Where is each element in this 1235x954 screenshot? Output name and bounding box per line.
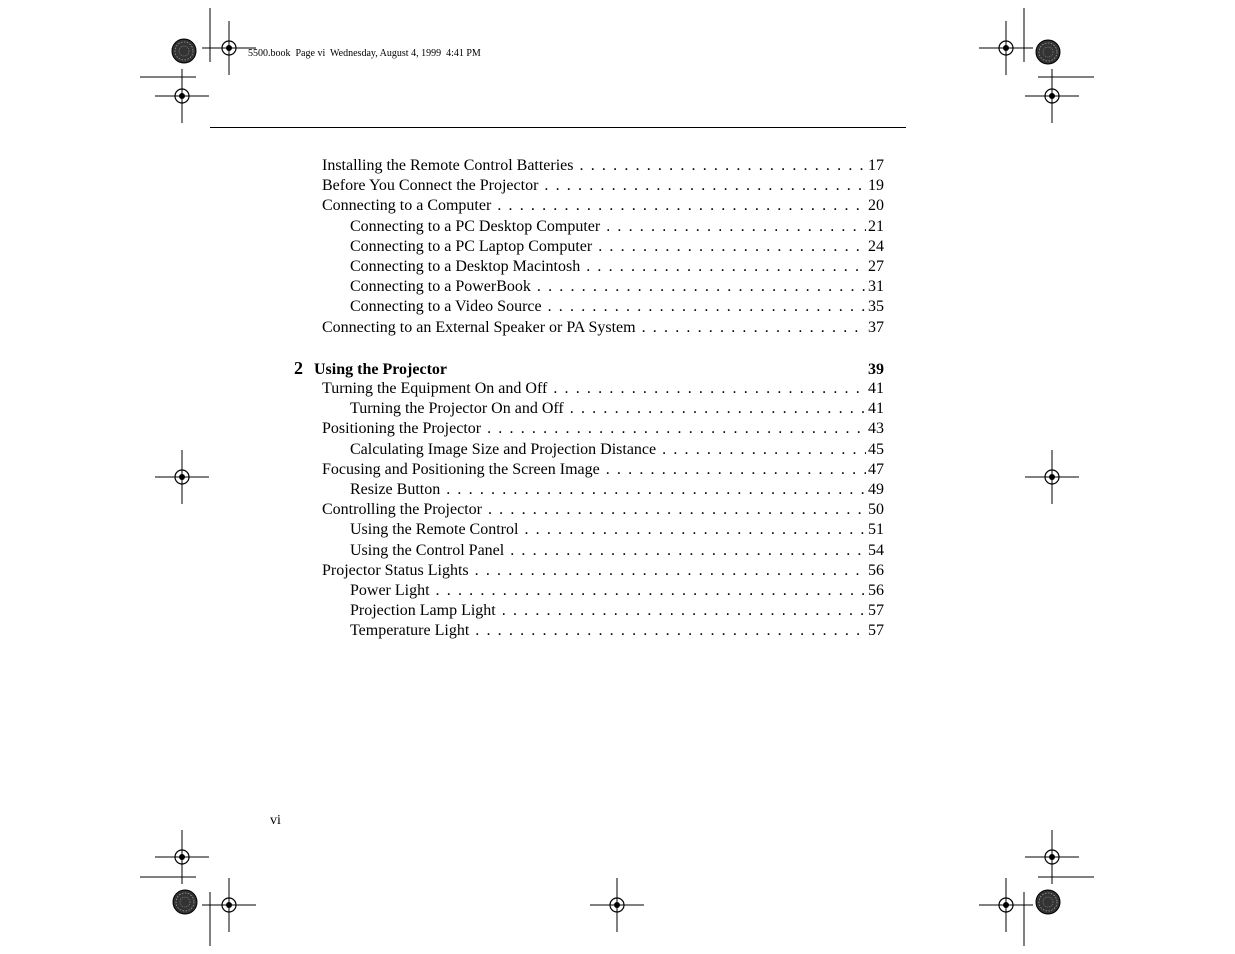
toc-entry-title: Turning the Projector On and Off <box>350 400 564 418</box>
print-slug: 5500.book Page vi Wednesday, August 4, 1999 4:41 PM <box>248 48 481 59</box>
toc-entry[interactable] <box>322 156 884 176</box>
toc-entry-page: 19 <box>868 177 884 195</box>
toc-entry-page: 35 <box>868 298 884 316</box>
toc-entry-title: Calculating Image Size and Projection Distance <box>350 440 657 458</box>
dot-leader <box>446 480 866 500</box>
dot-leader <box>606 217 866 237</box>
toc-entry[interactable] <box>322 318 884 338</box>
dot-leader <box>570 399 866 419</box>
toc-entry-title: Installing the Remote Control Batteries <box>322 157 574 174</box>
toc-entry-page: 24 <box>868 237 884 255</box>
toc-entry-page: 41 <box>868 400 884 418</box>
toc-entry-page: 57 <box>868 622 884 640</box>
dot-leader <box>524 520 866 540</box>
toc-entry-page: 47 <box>868 460 884 478</box>
toc-entry-title: Using the Remote Control <box>350 521 519 539</box>
toc-entry[interactable] <box>350 237 884 257</box>
toc-entry[interactable] <box>350 581 884 601</box>
dot-leader <box>502 601 866 621</box>
page-folio: vi <box>270 813 281 828</box>
toc-entry[interactable] <box>322 379 884 399</box>
dot-leader <box>580 156 866 176</box>
toc-entry-page: 21 <box>868 217 884 235</box>
toc-entry-title: Focusing and Positioning the Screen Image <box>322 460 600 478</box>
dot-leader <box>510 541 866 561</box>
toc-entry[interactable] <box>322 176 884 196</box>
toc-entry[interactable] <box>350 480 884 500</box>
toc-entry[interactable] <box>350 541 884 561</box>
toc-entry[interactable] <box>350 601 884 621</box>
toc-entry-title: Turning the Equipment On and Off <box>322 380 548 397</box>
dot-leader <box>548 297 866 317</box>
toc-entry-title: Projection Lamp Light <box>350 602 496 620</box>
chapter-number: 2 <box>294 358 303 378</box>
toc-entry[interactable] <box>322 419 884 439</box>
toc-entry-page: 51 <box>868 521 884 539</box>
chapter-title: Using the Projector <box>314 361 447 378</box>
chapter-page: 39 <box>868 361 884 378</box>
toc-entry-title: Power Light <box>350 582 430 599</box>
toc-entry-page: 49 <box>868 481 884 498</box>
toc-entry[interactable] <box>322 500 884 520</box>
toc-entry-title: Controlling the Projector <box>322 501 482 519</box>
toc-entry-page: 43 <box>868 420 884 438</box>
toc-entry-page: 31 <box>868 278 884 296</box>
toc-entry[interactable] <box>322 196 884 216</box>
toc-entry[interactable] <box>350 277 884 297</box>
dot-leader <box>606 460 866 480</box>
toc-entry[interactable] <box>350 297 884 317</box>
dot-leader <box>487 419 866 439</box>
toc-entry-page: 17 <box>868 157 884 174</box>
toc-entry-page: 57 <box>868 602 884 620</box>
toc-entry[interactable] <box>350 440 884 460</box>
toc-entry-title: Resize Button <box>350 481 441 498</box>
dot-leader <box>436 581 866 601</box>
toc-entry-title: Connecting to an External Speaker or PA System <box>322 318 636 336</box>
toc-entry[interactable] <box>350 520 884 540</box>
dot-leader <box>475 621 866 641</box>
dot-leader <box>598 237 866 257</box>
toc-entry-page: 56 <box>868 561 884 579</box>
toc-entry-page: 20 <box>868 197 884 215</box>
toc-entry-page: 54 <box>868 541 884 559</box>
dot-leader <box>475 561 866 581</box>
dot-leader <box>642 318 866 338</box>
toc-entry[interactable] <box>350 217 884 237</box>
toc-entry-title: Before You Connect the Projector <box>322 177 539 195</box>
toc-entry-page: 56 <box>868 582 884 599</box>
toc-entry-title: Temperature Light <box>350 622 470 640</box>
toc-entry-title: Projector Status Lights <box>322 561 469 579</box>
dot-leader <box>553 379 866 399</box>
toc-entry[interactable] <box>322 460 884 480</box>
toc-entry-page: 50 <box>868 501 884 519</box>
toc-entry-page: 45 <box>868 440 884 458</box>
toc-entry-title: Connecting to a PC Laptop Computer <box>350 237 593 255</box>
dot-leader <box>497 196 866 216</box>
dot-leader <box>544 176 866 196</box>
toc-entry-page: 27 <box>868 258 884 275</box>
dot-leader <box>537 277 866 297</box>
toc-entry[interactable] <box>350 257 884 277</box>
toc-entry[interactable] <box>322 561 884 581</box>
toc-entry-title: Connecting to a Video Source <box>350 298 542 316</box>
dot-leader <box>586 257 866 277</box>
toc-entry-title: Connecting to a PowerBook <box>350 278 531 296</box>
toc-entry-title: Connecting to a Computer <box>322 197 492 215</box>
toc-entry-title: Connecting to a PC Desktop Computer <box>350 217 601 235</box>
toc-entry-title: Using the Control Panel <box>350 541 505 559</box>
toc-entry-title: Connecting to a Desktop Macintosh <box>350 258 581 275</box>
dot-leader <box>662 440 866 460</box>
toc-entry[interactable] <box>350 399 884 419</box>
dot-leader <box>488 500 866 520</box>
toc-entry-title: Positioning the Projector <box>322 420 482 438</box>
toc-entry-page: 37 <box>868 318 884 336</box>
toc-entry[interactable] <box>350 621 884 641</box>
toc-entry-page: 41 <box>868 380 884 397</box>
chapter-heading[interactable] <box>294 358 884 379</box>
